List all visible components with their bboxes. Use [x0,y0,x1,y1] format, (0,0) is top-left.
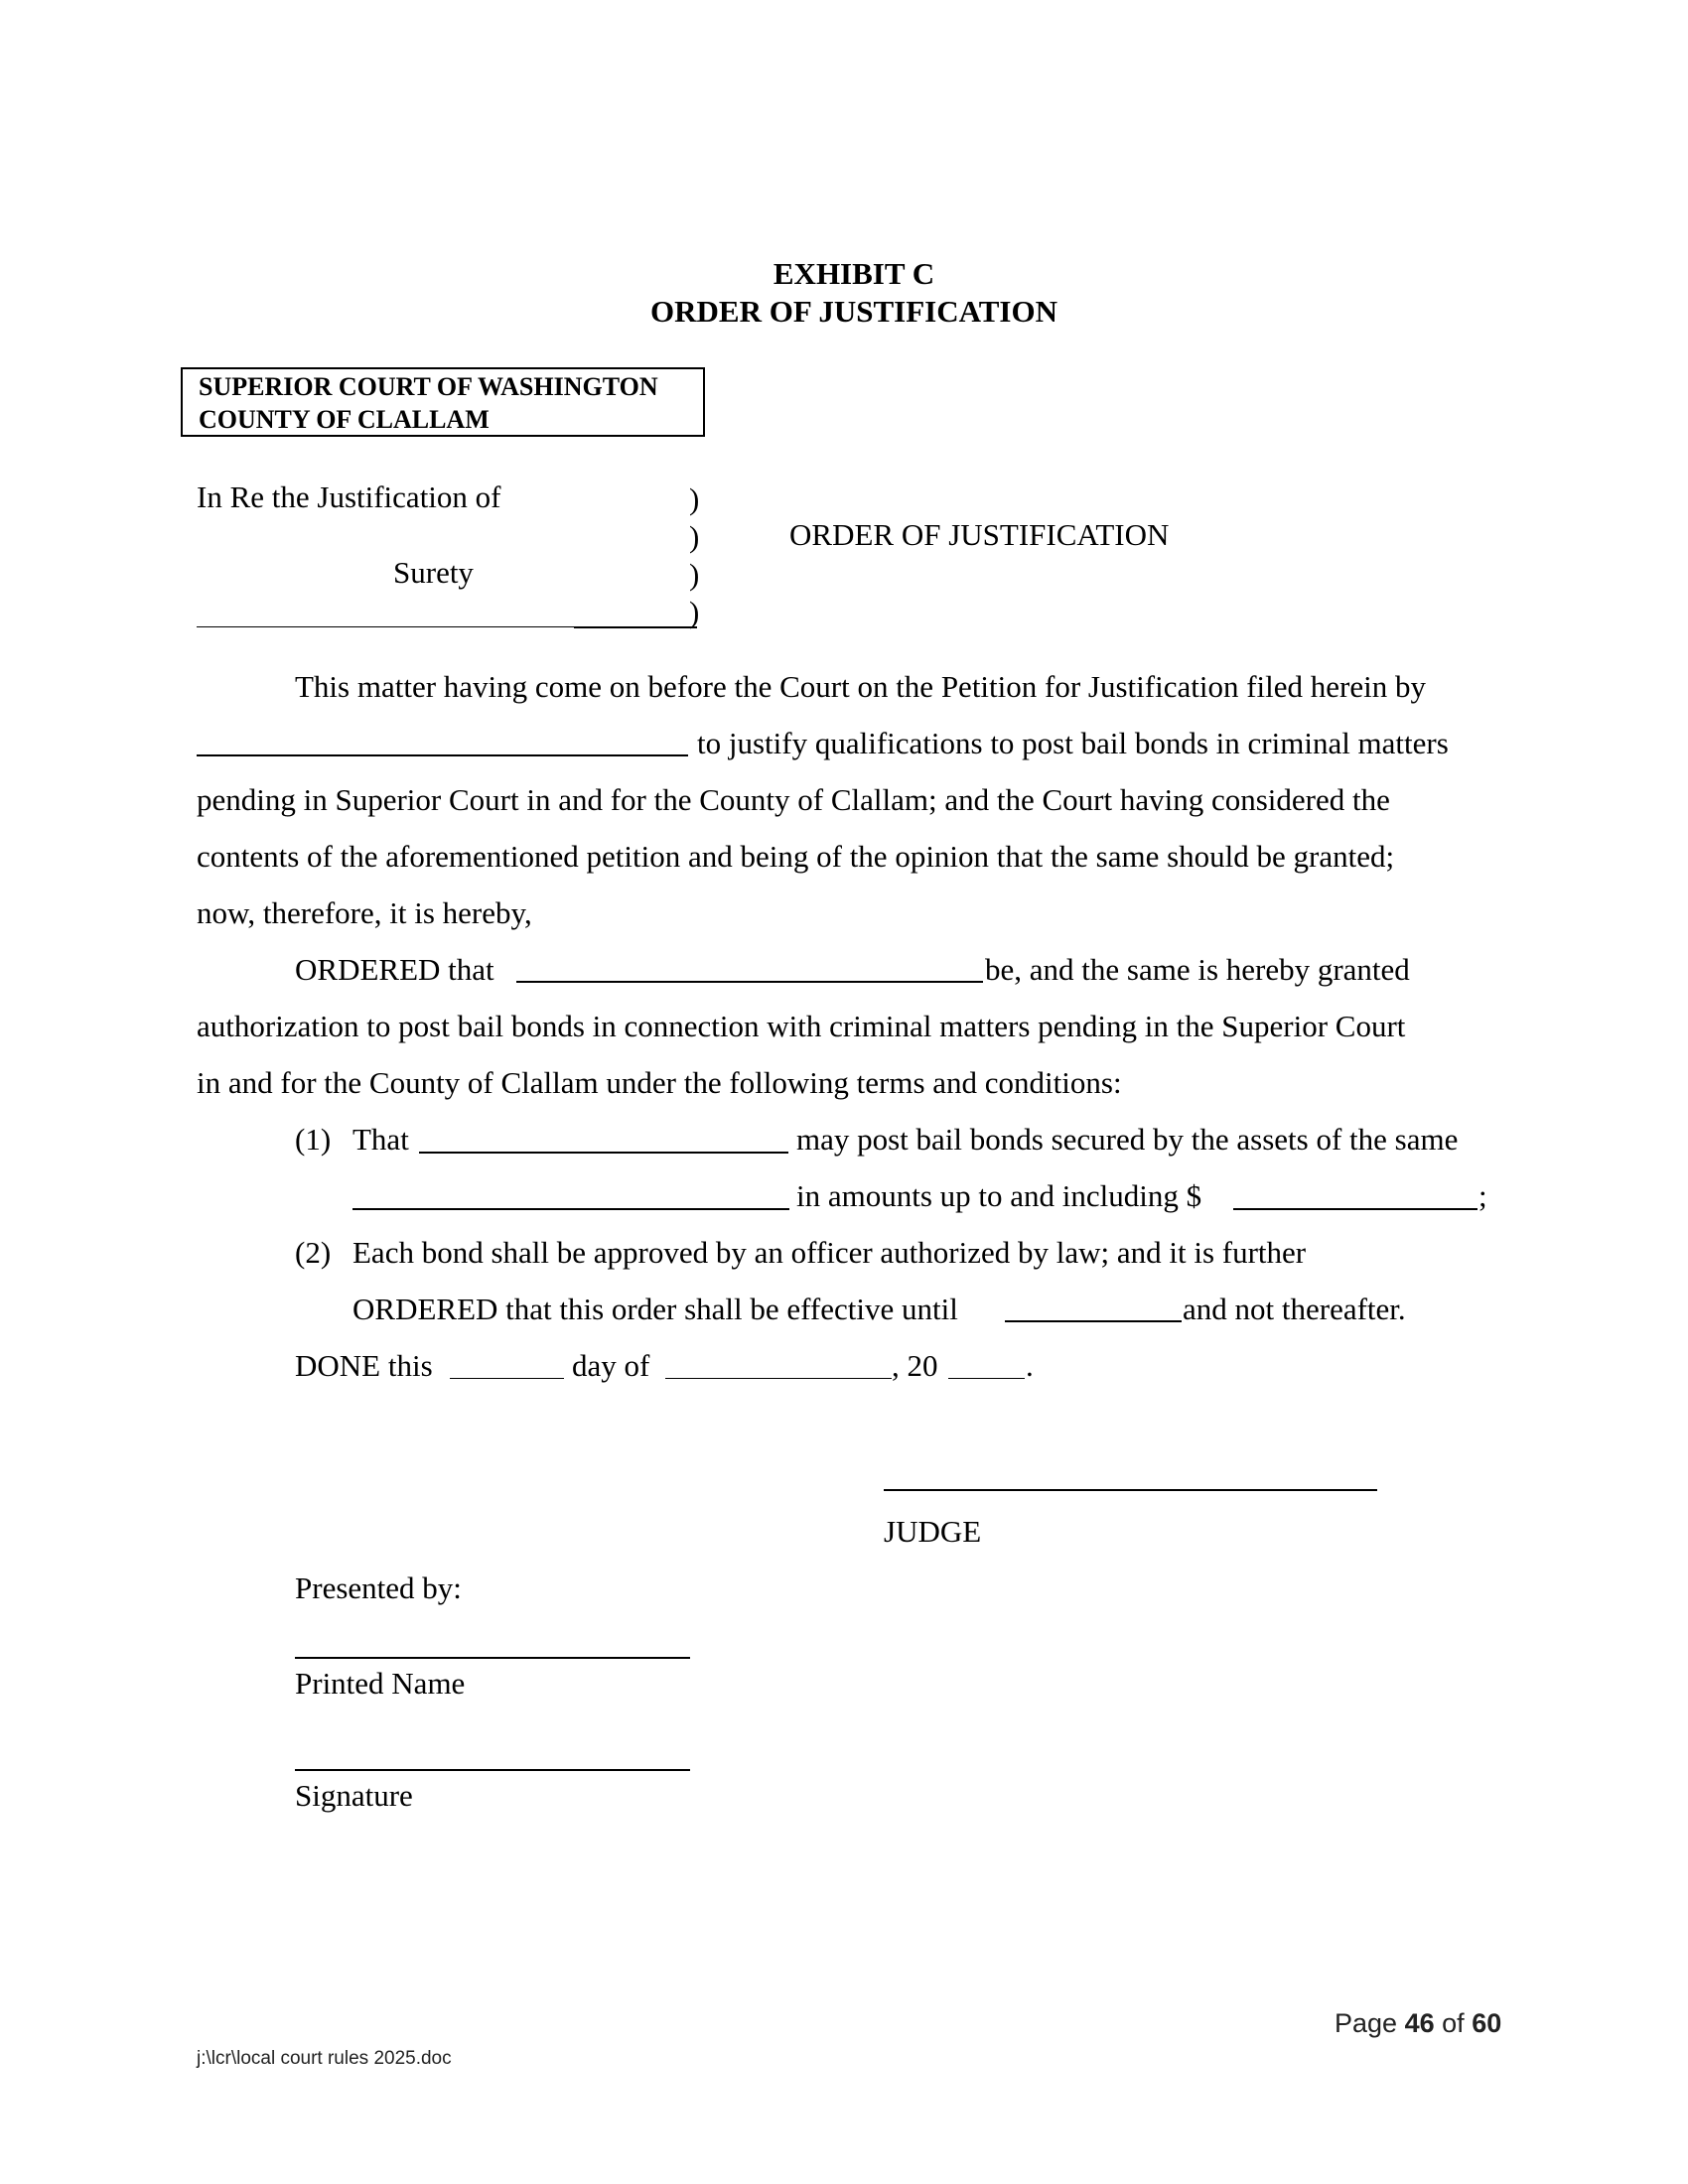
judge-signature-line[interactable] [884,1489,1377,1491]
effective-until-blank[interactable] [1005,1320,1182,1322]
done-year-prefix: , 20 [892,1348,938,1383]
caption-name-blank[interactable] [197,626,574,627]
page-of: of [1442,2008,1465,2038]
done-day-of: day of [572,1348,650,1383]
page-title: ORDER OF JUSTIFICATION [650,294,1057,329]
ordered-name-blank[interactable] [516,981,983,983]
court-name-line2: COUNTY OF CLALLAM [199,405,490,434]
item1-that: That [352,1122,409,1157]
done-this: DONE this [295,1348,433,1383]
item1-amount-blank[interactable] [1233,1208,1477,1210]
item1-surety-blank[interactable] [419,1152,788,1154]
item2-number: (2) [295,1235,332,1270]
done-month-blank[interactable] [665,1378,892,1379]
item1-assets-blank[interactable] [352,1208,789,1210]
done-day-blank[interactable] [450,1378,564,1379]
item1-line2: in amounts up to and including $ [796,1178,1202,1213]
caption-surety: Surety [393,555,474,590]
caption-paren-1: ) [689,481,700,516]
signature-line[interactable] [295,1769,690,1771]
caption-paren-2: ) [689,519,700,554]
ordered-start: ORDERED that [295,952,494,987]
body-p2-line2: authorization to post bail bonds in connection with criminal matters pending in the Superior Court [197,1009,1406,1043]
caption-paren-3: ) [689,557,700,592]
item1-rest: may post bail bonds secured by the assets of the same [796,1122,1459,1157]
caption-in-re: In Re the Justification of [197,479,501,514]
page-word: Page [1335,2008,1398,2038]
petitioner-name-blank[interactable] [197,754,688,756]
printed-name-line[interactable] [295,1657,690,1659]
item2-line2-end: and not thereafter. [1183,1292,1406,1326]
file-path: j:\lcr\local court rules 2025.doc [197,2048,452,2069]
done-year-blank[interactable] [948,1378,1025,1379]
court-name-box [181,367,705,437]
judge-label: JUDGE [884,1514,982,1549]
body-p1-line1: This matter having come on before the Court on the Petition for Justification filed herein by [295,669,1426,704]
page-total: 60 [1472,2008,1502,2038]
court-name-line1: SUPERIOR COURT OF WASHINGTON [199,372,658,401]
ordered-end: be, and the same is hereby granted [985,952,1410,987]
page-number [1335,2007,1501,2039]
body-p1-line4: contents of the aforementioned petition and being of the opinion that the same should be granted; [197,839,1395,874]
caption-name-blank-end [574,626,697,628]
body-p1-line3: pending in Superior Court in and for the County of Clallam; and the Court having considered the [197,782,1390,817]
body-p1-line5: now, therefore, it is hereby, [197,895,532,930]
presented-by-label: Presented by: [295,1570,462,1605]
exhibit-label: EXHIBIT C [773,256,935,291]
page-current: 46 [1404,2008,1435,2038]
done-period: . [1026,1348,1034,1383]
caption-paren-4: ) [689,595,700,629]
item1-number: (1) [295,1122,332,1157]
item1-semicolon: ; [1478,1178,1487,1213]
item2-line2-start: ORDERED that this order shall be effective until [352,1292,958,1326]
printed-name-label: Printed Name [295,1666,466,1701]
item2-line1: Each bond shall be approved by an officer authorized by law; and it is further [352,1235,1307,1270]
caption-document-title: ORDER OF JUSTIFICATION [789,517,1170,552]
body-p2-line3: in and for the County of Clallam under the following terms and conditions: [197,1065,1122,1100]
signature-label: Signature [295,1778,413,1813]
body-p1-line2: to justify qualifications to post bail bonds in criminal matters [697,726,1449,760]
